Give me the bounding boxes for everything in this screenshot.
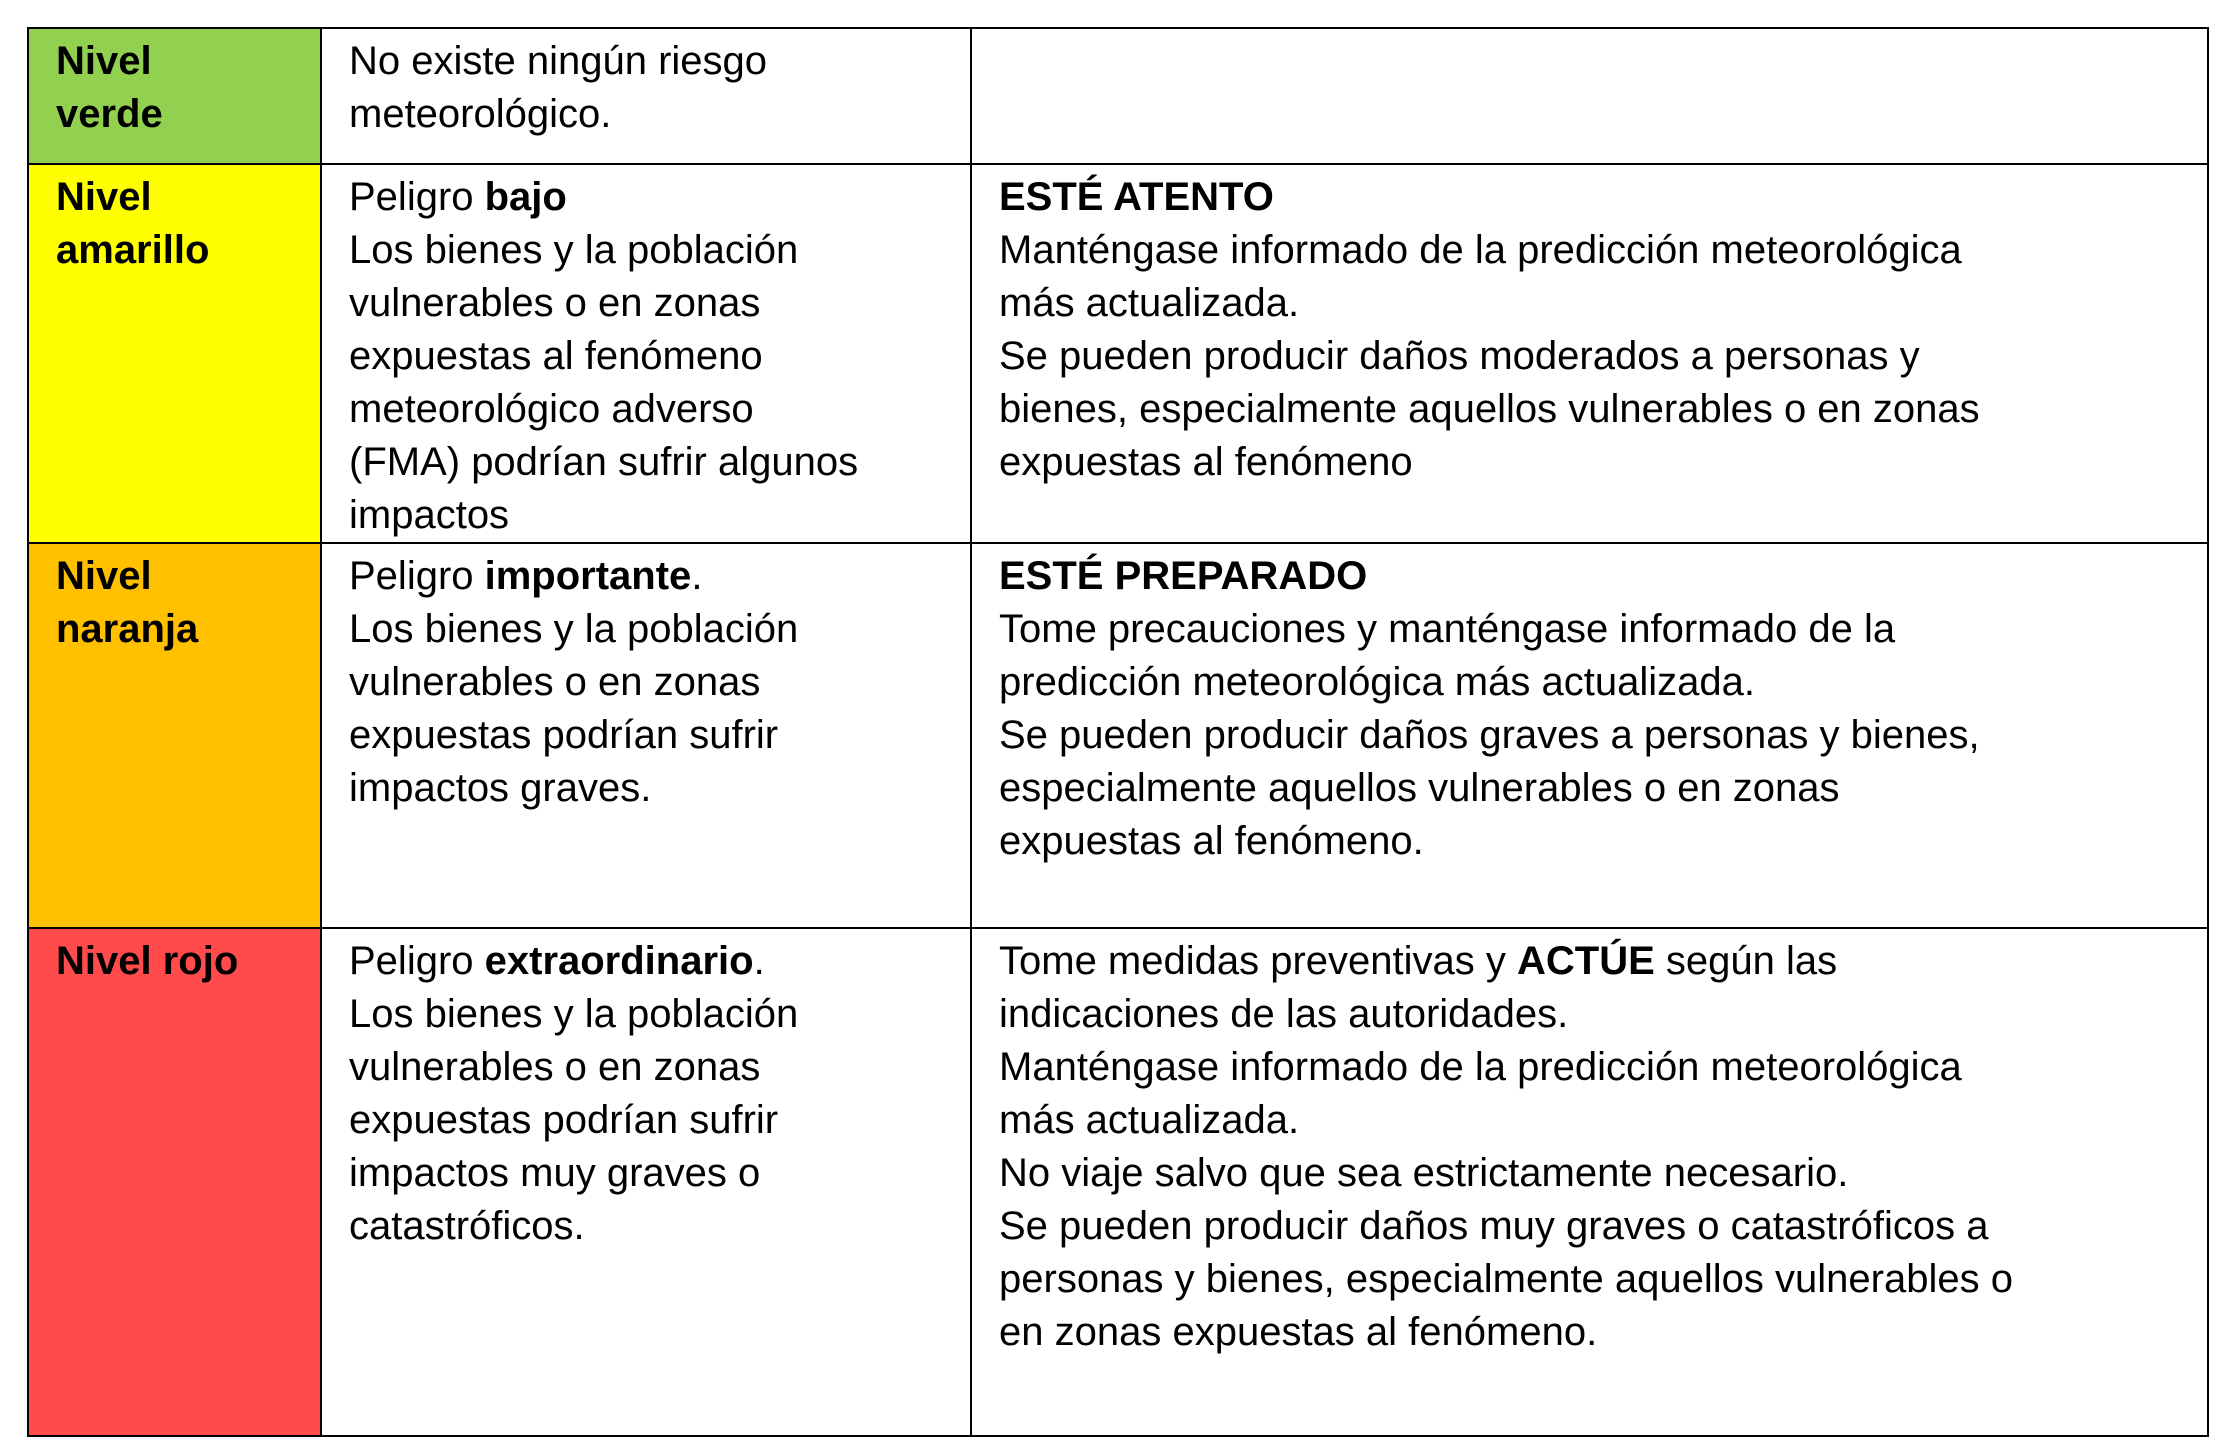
- level-label-line: Nivel: [56, 175, 152, 219]
- advice-line: en zonas expuestas al fenómeno.: [999, 1310, 1598, 1354]
- description-text: .: [691, 554, 703, 598]
- advice-line: expuestas al fenómeno: [999, 440, 1413, 484]
- description-line: vulnerables o en zonas: [349, 281, 761, 325]
- description-line: [349, 550, 944, 603]
- level-cell: [28, 928, 321, 1436]
- description-cell: [321, 28, 971, 164]
- description-line: expuestas podrían sufrir: [349, 713, 779, 757]
- advice-cell: [971, 28, 2208, 164]
- advice-line: personas y bienes, especialmente aquellos vulnerables o: [999, 1257, 2013, 1301]
- description-line: vulnerables o en zonas: [349, 660, 761, 704]
- advice-line: especialmente aquellos vulnerables o en zonas: [999, 766, 1840, 810]
- description-line: Los bienes y la población: [349, 992, 799, 1036]
- advice-line: Manténgase informado de la predicción meteorológica: [999, 1045, 1962, 1089]
- level-label-line: verde: [56, 92, 163, 136]
- advice-line: predicción meteorológica más actualizada.: [999, 660, 1755, 704]
- advice-line: Manténgase informado de la predicción meteorológica: [999, 228, 1962, 272]
- description-line: No existe ningún riesgo: [349, 39, 768, 83]
- advice-line: [999, 935, 2181, 988]
- description-text: Peligro: [349, 939, 485, 983]
- description-line: impactos muy graves o: [349, 1151, 761, 1195]
- advice-line: más actualizada.: [999, 1098, 1300, 1142]
- advice-text: según las: [1654, 939, 1838, 983]
- advice-line: más actualizada.: [999, 281, 1300, 325]
- advice-text: Tome medidas preventivas y: [999, 939, 1518, 983]
- advice-emphasis: ESTÉ ATENTO: [999, 175, 1274, 219]
- description-line: meteorológico.: [349, 92, 612, 136]
- advice-line: Se pueden producir daños graves a personas y bienes,: [999, 713, 1980, 757]
- description-line: Los bienes y la población: [349, 228, 799, 272]
- level-row-verde: [28, 28, 2208, 164]
- description-line: [349, 935, 944, 988]
- description-line: vulnerables o en zonas: [349, 1045, 761, 1089]
- level-cell: [28, 543, 321, 928]
- level-label-line: Nivel rojo: [56, 939, 239, 983]
- advice-line: Se pueden producir daños muy graves o catastróficos a: [999, 1204, 1989, 1248]
- advice-line: [999, 171, 2181, 224]
- advice-cell: [971, 164, 2208, 543]
- level-label-line: naranja: [56, 607, 199, 651]
- level-cell: [28, 164, 321, 543]
- level-label-line: Nivel: [56, 39, 152, 83]
- advice-emphasis: ACTÚE: [1517, 939, 1655, 983]
- level-row-amarillo: [28, 164, 2208, 543]
- description-cell: [321, 164, 971, 543]
- description-emphasis: bajo: [484, 175, 567, 219]
- advice-line: [999, 550, 2181, 603]
- level-label-line: amarillo: [56, 228, 210, 272]
- advice-line: expuestas al fenómeno.: [999, 819, 1424, 863]
- description-line: Los bienes y la población: [349, 607, 799, 651]
- description-text: .: [753, 939, 765, 983]
- level-cell: [28, 28, 321, 164]
- level-label-line: Nivel: [56, 554, 152, 598]
- description-line: meteorológico adverso: [349, 387, 754, 431]
- description-line: catastróficos.: [349, 1204, 585, 1248]
- warning-levels-table: [27, 27, 2209, 1437]
- advice-line: Se pueden producir daños moderados a personas y: [999, 334, 1920, 378]
- description-line: impactos graves.: [349, 766, 652, 810]
- advice-cell: [971, 543, 2208, 928]
- description-emphasis: importante: [484, 554, 692, 598]
- description-line: expuestas al fenómeno: [349, 334, 763, 378]
- advice-cell: [971, 928, 2208, 1436]
- description-text: Peligro: [349, 175, 485, 219]
- description-line: (FMA) podrían sufrir algunos: [349, 440, 859, 484]
- advice-line: Tome precauciones y manténgase informado de la: [999, 607, 1896, 651]
- advice-line: indicaciones de las autoridades.: [999, 992, 1569, 1036]
- description-text: Peligro: [349, 554, 485, 598]
- description-line: impactos: [349, 493, 510, 537]
- description-line: [349, 171, 944, 224]
- level-row-rojo: [28, 928, 2208, 1436]
- advice-emphasis: ESTÉ PREPARADO: [999, 554, 1368, 598]
- level-row-naranja: [28, 543, 2208, 928]
- description-emphasis: extraordinario: [484, 939, 754, 983]
- description-cell: [321, 543, 971, 928]
- description-cell: [321, 928, 971, 1436]
- advice-line: bienes, especialmente aquellos vulnerables o en zonas: [999, 387, 1980, 431]
- description-line: expuestas podrían sufrir: [349, 1098, 779, 1142]
- advice-line: No viaje salvo que sea estrictamente necesario.: [999, 1151, 1849, 1195]
